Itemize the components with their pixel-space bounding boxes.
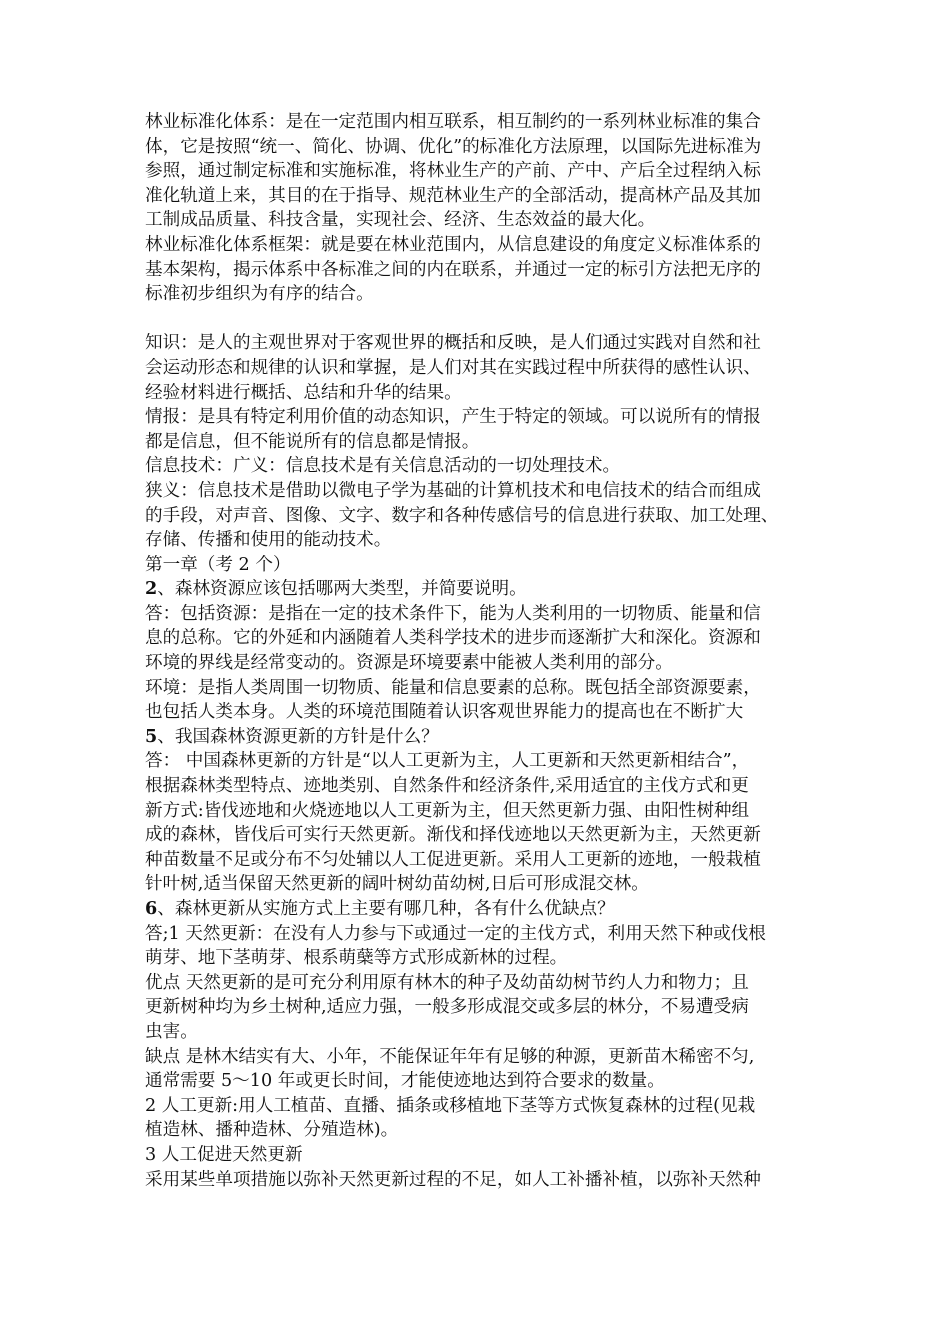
text-line: 通常需要 5～10 年或更长时间，才能使迹地达到符合要求的数量。 (145, 1071, 665, 1092)
text-line: 基本架构，揭示体系中各标准之间的内在联系，并通过一定的标引方法把无序的 (145, 259, 761, 280)
text-line: 息的总称。它的外延和内涵随着人类科学技术的进步而逐渐扩大和深化。资源和 (145, 628, 761, 649)
text-line: 准化轨道上来，其目的在于指导、规范林业生产的全部活动，提高林产品及其加 (145, 185, 761, 206)
text-line: 存储、传播和使用的能动技术。 (145, 530, 392, 551)
document-body (145, 110, 817, 1192)
text-line: 答;1 天然更新：在没有人力参与下或通过一定的主伐方式，利用天然下种或伐根 (145, 923, 766, 944)
text-line: 知识：是人的主观世界对于客观世界的概括和反映，是人们通过实践对自然和社 (145, 333, 761, 354)
text-line: 第一章（考 2 个） (145, 554, 291, 575)
text-line: 根据森林类型特点、迹地类别、自然条件和经济条件,采用适宜的主伐方式和更 (145, 776, 749, 797)
text-line: 参照，通过制定标准和实施标准，将林业生产的产前、产中、产后全过程纳入标 (145, 161, 761, 182)
text-line: 3 人工促进天然更新 (145, 1144, 303, 1165)
text-line: 2 人工更新:用人工植苗、直播、插条或移植地下茎等方式恢复森林的过程(见栽 (145, 1095, 756, 1116)
text-line: 狭义：信息技术是借助以微电子学为基础的计算机技术和电信技术的结合而组成 (145, 480, 761, 501)
text-line: 都是信息，但不能说所有的信息都是情报。 (145, 431, 480, 452)
text-line: 成的森林，皆伐后可实行天然更新。渐伐和择伐迹地以天然更新为主，天然更新 (145, 825, 761, 846)
text-line: 体，它是按照“统一、简化、协调、优化”的标准化方法原理，以国际先进标准为 (145, 136, 762, 157)
text-line: 萌芽、地下茎萌芽、根系萌蘖等方式形成新林的过程。 (145, 948, 568, 969)
text-line: 5、我国森林资源更新的方针是什么？ (145, 725, 439, 747)
text-line: 答： 中国森林更新的方针是“以人工更新为主，人工更新和天然更新相结合”， (145, 751, 750, 772)
text-line: 缺点 是林木结实有大、小年，不能保证年年有足够的种源，更新苗木稀密不匀, (145, 1046, 755, 1067)
text-line: 针叶树,适当保留天然更新的阔叶树幼苗幼树,日后可形成混交林。 (145, 874, 649, 895)
text-line: 标准初步组织为有序的结合。 (145, 284, 374, 305)
text-line (145, 307, 817, 332)
text-line: 经验材料进行概括、总结和升华的结果。 (145, 382, 462, 403)
text-line: 种苗数量不足或分布不匀处辅以人工促进更新。采用人工更新的迹地，一般栽植 (145, 849, 761, 870)
text-line: 2、森林资源应该包括哪两大类型，并简要说明。 (145, 578, 527, 600)
text-line: 6、森林更新从实施方式上主要有哪几种，各有什么优缺点？ (145, 898, 615, 919)
text-line: 环境：是指人类周围一切物质、能量和信息要素的总称。既包括全部资源要素， (145, 677, 761, 698)
text-line: 植造林、播种造林、分殖造林)。 (145, 1120, 399, 1141)
text-line: 信息技术：广义：信息技术是有关信息活动的一切处理技术。 (145, 456, 621, 477)
text-line: 也包括人类本身。人类的环境范围随着认识客观世界能力的提高也在不断扩大 (145, 702, 744, 723)
text-line: 工制成品质量、科技含量，实现社会、经济、生态效益的最大化。 (145, 210, 656, 231)
text-line: 更新树种均为乡土树种,适应力强，一般多形成混交或多层的林分，不易遭受病 (145, 997, 749, 1018)
text-line: 答：包括资源：是指在一定的技术条件下，能为人类利用的一切物质、能量和信 (145, 603, 761, 624)
text-line: 环境的界线是经常变动的。资源是环境要素中能被人类利用的部分。 (145, 653, 673, 674)
text-line: 会运动形态和规律的认识和掌握，是人们对其在实践过程中所获得的感性认识、 (145, 357, 761, 378)
text-line: 林业标准化体系：是在一定范围内相互联系，相互制约的一系列林业标准的集合 (145, 112, 761, 132)
text-line: 优点 天然更新的是可充分利用原有林木的种子及幼苗幼树节约人力和物力；且 (145, 972, 749, 993)
text-line: 虫害。 (145, 1021, 198, 1042)
text-line: 采用某些单项措施以弥补天然更新过程的不足，如人工补播补植，以弥补天然种 (145, 1169, 761, 1190)
text-line: 情报：是具有特定利用价值的动态知识，产生于特定的领域。可以说所有的情报 (145, 407, 761, 428)
text-line: 新方式:皆伐迹地和火烧迹地以人工更新为主，但天然更新力强、由阳性树种组 (145, 800, 750, 821)
text-line: 林业标准化体系框架：就是要在林业范围内，从信息建设的角度定义标准体系的 (145, 234, 761, 255)
text-line: 的手段，对声音、图像、文字、数字和各种传感信号的信息进行获取、加工处理、 (145, 505, 779, 526)
